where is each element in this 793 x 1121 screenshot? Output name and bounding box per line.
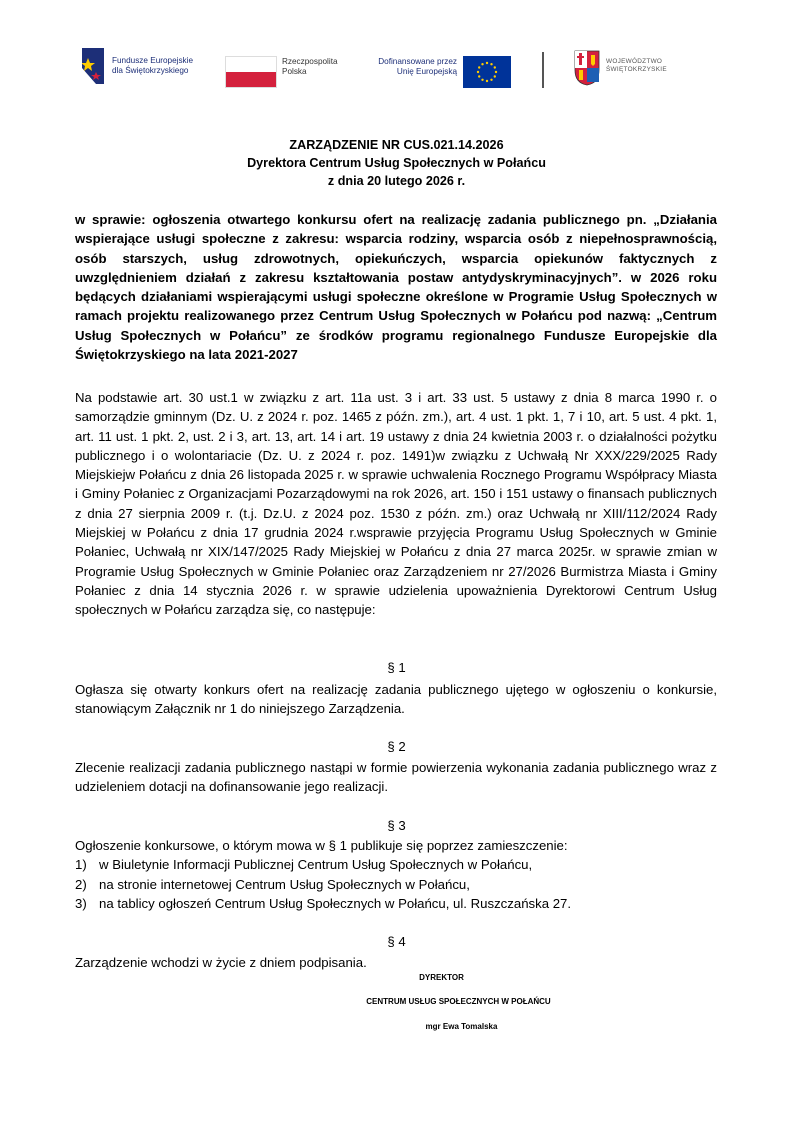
subject-paragraph: w sprawie: ogłoszenia otwartego konkursu ofert na realizację zadania publicznego pn. „Działania wspierające usługi społeczne z zakresu: wsparcia rodziny, wsparcia osób z niepełnosprawnością, osób starszych, usług zdrowotnych, opiekuńczych, wsparcia opiekunów faktycznych z uwzględnieniem działań z zakresu kształtowania postaw antydyskryminacyjnych”. w 2026 roku będących działaniami wspierającymi usługi społeczne określone w Programie Usług Społecznych w ramach projektu realizowanego przez Centrum Usług Społecznych w Połańcu pod nazwą: „Centrum Usług Społecznych w Połańcu” ze środków programu regionalnego Fundusze Europejskie dla Świętokrzyskiego na lata 2021-2027 bbox=[75, 212, 717, 363]
section-3-intro: Ogłoszenie konkursowe, o którym mowa w § 1 publikuje się poprzez zamieszczenie: bbox=[75, 838, 568, 853]
eu-logo-text bbox=[365, 57, 457, 77]
fe-star-icon bbox=[82, 48, 104, 84]
eu-star-icon bbox=[494, 75, 496, 77]
section-2-number: § 2 bbox=[387, 739, 406, 754]
eu-star-icon bbox=[481, 63, 483, 65]
signature-role: DYREKTOR bbox=[419, 973, 464, 982]
signature-name: mgr Ewa Tomalska bbox=[425, 1022, 498, 1031]
section-3-body bbox=[75, 836, 717, 913]
list-item-number: 3) bbox=[75, 895, 87, 911]
eu-star-icon bbox=[490, 63, 492, 65]
rp-line1: Rzeczpospolita bbox=[282, 57, 338, 66]
logo-bar bbox=[80, 44, 700, 94]
section-4-number: § 4 bbox=[387, 934, 406, 949]
signature-organization: CENTRUM USŁUG SPOŁECZNYCH W POŁAŃCU bbox=[366, 997, 551, 1006]
issue-date: z dnia 20 lutego 2026 r. bbox=[327, 174, 466, 188]
list-item-text: na tablicy ogłoszeń Centrum Usług Społecznych w Połańcu, ul. Ruszczańska 27. bbox=[99, 895, 572, 911]
eu-line1: Dofinansowane przez bbox=[378, 57, 457, 66]
eu-star-icon bbox=[477, 71, 479, 73]
eu-star-icon bbox=[478, 66, 480, 68]
section-4-text: Zarządzenie wchodzi w życie z dniem podpisania. bbox=[75, 955, 367, 970]
issuer: Dyrektora Centrum Usług Społecznych w Połańcu bbox=[247, 156, 546, 170]
polish-flag bbox=[225, 56, 277, 88]
rp-line2: Polska bbox=[282, 67, 307, 76]
document-header bbox=[0, 136, 793, 190]
legal-basis-paragraph: Na podstawie art. 30 ust.1 w związku z art. 11a ust. 3 i art. 33 ust. 5 ustawy z dnia 8 marca 1990 r. o samorządzie gminnym (Dz. U. z 2024 r. poz. 1465 z późn. zm.), art. 4 ust. 1 pkt. 1, 7 i 10, art. 5 ust. 4 pkt. 1, art. 11 ust. 1 pkt. 2, ust. 2 i 3, art. 13, art. 14 i art. 19 ustawy z dnia 24 kwietnia 2003 r. o działalności pożytku publicznego i o wolontariacie (Dz. U. z 2024 r. poz. 1491)w związku z Uchwałą Nr XXX/229/2025 Rady Miejskiejw Połańcu z dnia 26 listopada 2025 r. w sprawie uchwalenia Rocznego Programu Współpracy Miasta i Gminy Połaniec z Organizacjami Pozarządowymi na rok 2026, art. 150 i 151 ustawy o finansach publicznych z dnia 27 sierpnia 2009 r. (t.j. Dz.U. z 2024 poz. 1530 z późn. zm.) oraz Uchwałą nr XIII/112/2024 Rady Miejskiej w Połańcu z dnia 17 grudnia 2024 r.wsprawie przyjęcia Programu Usług Społecznych w Gminie Połaniec, Uchwałą nr XIX/147/2025 Rady Miejskiej w Połańcu z dnia 27 marca 2025r. w sprawie zmian w Programie Usług Społecznych w Gminie Połaniec oraz Zarządzeniem nr 27/2026 Burmistrza Miasta i Gminy Połaniec z dnia 14 stycznia 2026 r. w sprawie udzielenia upoważnienia Dyrektorowi Centrum Usług społecznych w Połańcu zarządza się, co następuje: bbox=[75, 390, 717, 618]
ordinance-number: ZARZĄDZENIE NR CUS.021.14.2026 bbox=[289, 138, 504, 152]
list-item-text: w Biuletynie Informacji Publicznej Centrum Usług Społecznych w Połańcu, bbox=[99, 857, 533, 873]
section-2-text: Zlecenie realizacji zadania publicznego nastąpi w formie powierzenia wykonania zadania publicznego wraz z udzieleniem dotacji na dofinansowanie jego realizacji. bbox=[75, 760, 717, 795]
woj-line1: WOJEWÓDZTWO bbox=[606, 58, 663, 65]
logo-separator bbox=[542, 52, 544, 88]
eu-star-icon bbox=[481, 79, 483, 81]
list-item bbox=[75, 894, 717, 913]
fe-line2: dla Świętokrzyskiego bbox=[112, 66, 189, 75]
section-1-number: § 1 bbox=[387, 660, 406, 675]
eu-star-icon bbox=[490, 79, 492, 81]
list-item-number: 1) bbox=[75, 857, 87, 873]
eu-star-icon bbox=[486, 62, 488, 64]
list-item-text: na stronie internetowej Centrum Usług Społecznych w Połańcu, bbox=[99, 876, 470, 892]
swietokrzyskie-crest-icon bbox=[574, 50, 600, 86]
eu-star-icon bbox=[486, 80, 488, 82]
wojewodztwo-logo-text bbox=[606, 58, 667, 74]
list-item bbox=[75, 855, 717, 874]
rzeczpospolita-logo-text bbox=[282, 57, 338, 77]
section-3-number: § 3 bbox=[387, 818, 406, 833]
list-item-number: 2) bbox=[75, 876, 87, 892]
section-1-text: Ogłasza się otwarty konkurs ofert na realizację zadania publicznego ujętego w ogłoszeniu o konkursie, stanowiącym Załącznik nr 1 do niniejszego Zarządzenia. bbox=[75, 682, 717, 717]
eu-line2: Unię Europejską bbox=[396, 67, 457, 76]
eu-star-icon bbox=[478, 75, 480, 77]
fe-line1: Fundusze Europejskie bbox=[112, 56, 194, 65]
woj-line2: ŚWIĘTOKRZYSKIE bbox=[606, 66, 667, 73]
eu-flag-icon bbox=[463, 56, 511, 88]
list-item bbox=[75, 875, 717, 894]
eu-star-icon bbox=[494, 66, 496, 68]
publication-list bbox=[75, 855, 717, 913]
eu-star-icon bbox=[495, 71, 497, 73]
fundusze-europejskie-logo bbox=[80, 44, 220, 94]
